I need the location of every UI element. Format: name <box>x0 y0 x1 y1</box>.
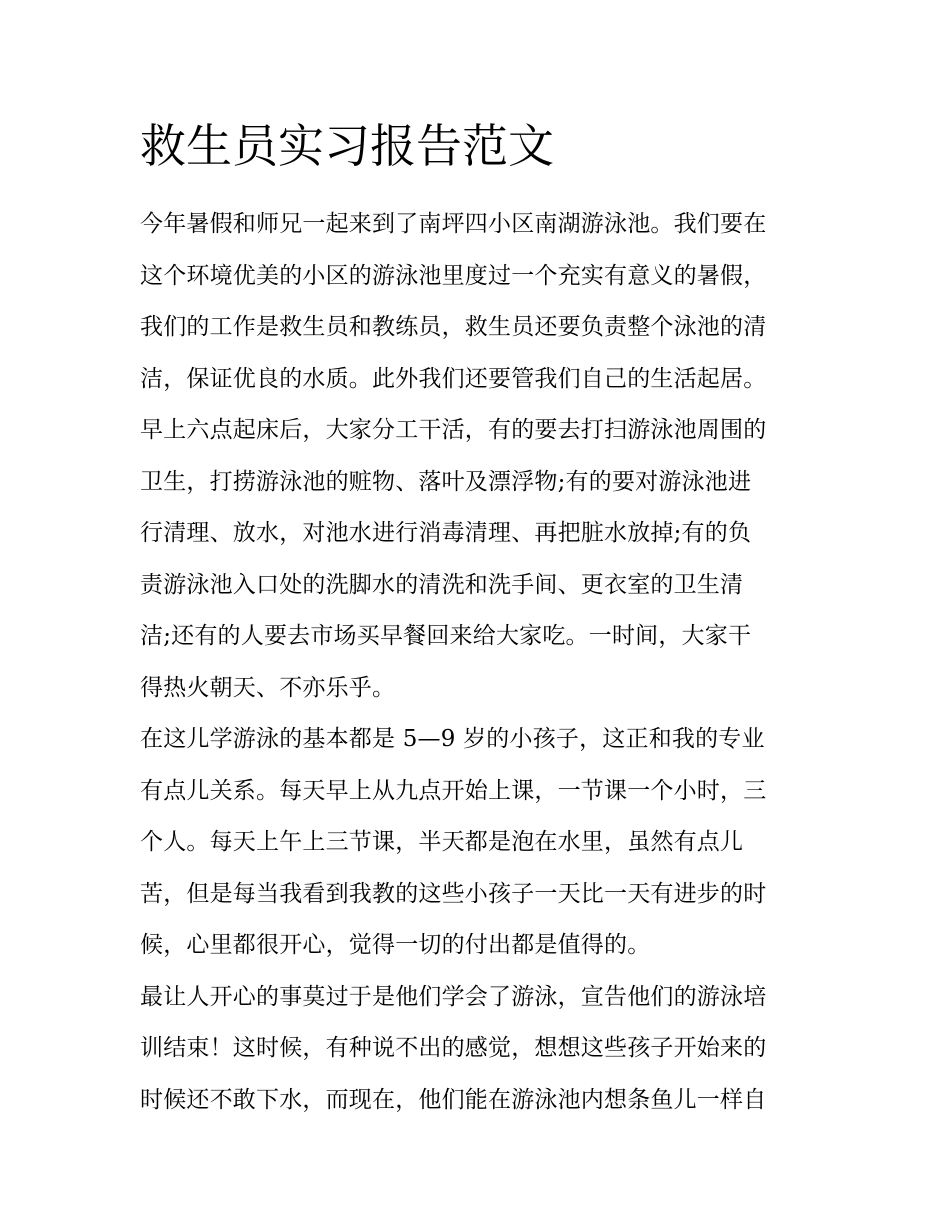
text-line: 我们的工作是救生员和教练员，救生员还要负责整个泳池的清 <box>140 314 767 340</box>
text-line: 早上六点起床后，大家分工干活，有的要去打扫游泳池周围的 <box>140 417 767 443</box>
text-line: 最让人开心的事莫过于是他们学会了游泳，宣告他们的游泳培 <box>140 983 767 1010</box>
text-line: 责游泳池入口处的洗脚水的清洗和洗手间、更衣室的卫生清 <box>140 571 744 598</box>
text-line: 这个环境优美的小区的游泳池里度过一个充实有意义的暑假， <box>140 262 767 289</box>
text-line: 行清理、放水，对池水进行消毒清理、再把脏水放掉;有的负 <box>140 520 752 546</box>
text-line: 个人。每天上午上三节课，半天都是泡在水里，虽然有点儿 <box>140 829 744 855</box>
text-line: 卫生，打捞游泳池的赃物、落叶及漂浮物;有的要对游泳池进 <box>140 468 752 495</box>
document-title: 救生员实习报告范文 <box>140 119 554 173</box>
text-line: 有点儿关系。每天早上从九点开始上课，一节课一个小时，三 <box>140 777 767 804</box>
document-body <box>140 199 820 1126</box>
text-line: 训结束！这时候，有种说不出的感觉，想想这些孩子开始来的 <box>140 1035 767 1061</box>
text-line: 候，心里都很开心，觉得一切的付出都是值得的。 <box>140 932 651 958</box>
text-line: 洁，保证优良的水质。此外我们还要管我们自己的生活起居。 <box>140 365 767 392</box>
text-line: 苦，但是每当我看到我教的这些小孩子一天比一天有进步的时 <box>140 880 767 907</box>
text-line: 洁;还有的人要去市场买早餐回来给大家吃。一时间，大家干 <box>140 623 752 649</box>
text-line: 在这儿学游泳的基本都是 5—9 岁的小孩子，这正和我的专业 <box>140 726 765 752</box>
text-line: 今年暑假和师兄一起来到了南坪四小区南湖游泳池。我们要在 <box>140 211 767 237</box>
text-line: 得热火朝天、不亦乐乎。 <box>140 674 396 701</box>
text-line: 时候还不敢下水，而现在，他们能在游泳池内想条鱼儿一样自 <box>140 1086 767 1113</box>
